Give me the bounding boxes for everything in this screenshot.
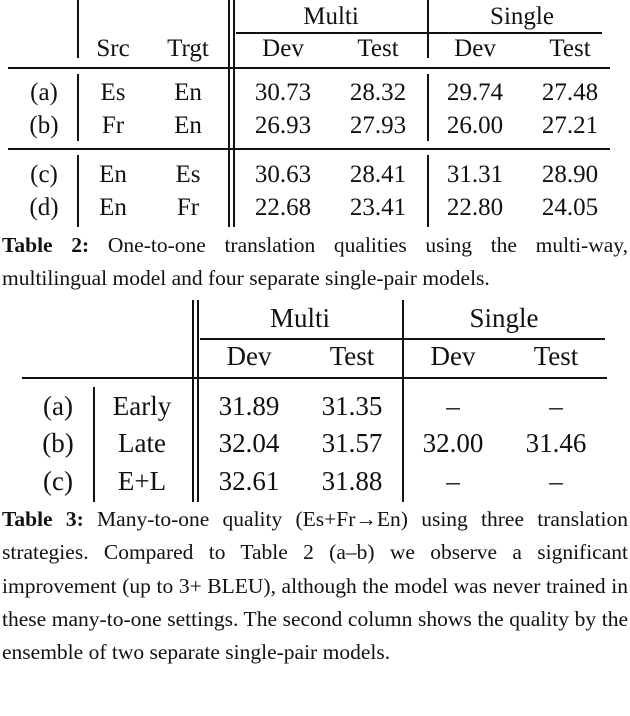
t2-group-header-multi: Multi	[303, 3, 359, 30]
t3-cell-single-test: –	[549, 391, 563, 421]
t2-col-header-single-dev: Dev	[454, 35, 496, 62]
t2-cell-src: Fr	[101, 112, 125, 139]
t2-cell-multi-dev: 30.73	[254, 79, 312, 106]
t2-cell-multi-test: 23.41	[349, 194, 407, 221]
t3-cell-single-test: –	[549, 466, 563, 496]
t2-cell-single-test: 27.48	[541, 79, 599, 106]
t2-row-id: (c)	[30, 161, 58, 188]
t3-cell-multi-dev: 32.04	[218, 428, 280, 458]
t3-cell-strategy: Early	[112, 391, 172, 421]
t2-row-id: (b)	[29, 112, 59, 139]
t2-cell-src: Es	[100, 79, 126, 106]
t3-vline-double	[192, 300, 194, 502]
t2-cell-multi-test: 27.93	[349, 112, 407, 139]
t3-group-header-single: Single	[469, 303, 539, 333]
t2-cell-trgt: Fr	[176, 194, 200, 221]
t2-vline-single	[427, 0, 429, 58]
t2-vline-id	[77, 0, 79, 58]
t3-vline-double	[197, 300, 199, 502]
t3-rule-header	[22, 377, 607, 379]
t3-cell-multi-dev: 31.89	[218, 391, 280, 421]
t2-col-header-single-test: Test	[549, 35, 591, 62]
t2-cell-single-test: 24.05	[541, 194, 599, 221]
t3-col-header-single-test: Test	[533, 341, 579, 371]
t2-row-id: (d)	[29, 194, 59, 221]
t3-col-header-multi-test: Test	[329, 341, 375, 371]
t2-cell-multi-test: 28.41	[349, 161, 407, 188]
t2-row-id: (a)	[30, 79, 58, 106]
t3-cell-multi-test: 31.35	[321, 391, 383, 421]
t3-row-id: (b)	[42, 428, 74, 458]
t2-vline-id	[77, 74, 79, 141]
t3-cell-single-dev: –	[446, 391, 460, 421]
t3-cell-multi-test: 31.57	[321, 428, 383, 458]
t2-col-header-trgt: Trgt	[167, 35, 209, 62]
t3-cell-multi-dev: 32.61	[218, 466, 280, 496]
t2-rule-middle	[8, 148, 610, 150]
t3-group-header-multi: Multi	[269, 303, 331, 333]
t3-vline-single	[402, 300, 404, 502]
t3-col-header-multi-dev: Dev	[226, 341, 272, 371]
t2-cell-multi-dev: 22.68	[254, 194, 312, 221]
t3-cell-single-dev: 32.00	[422, 428, 484, 458]
t2-cell-single-test: 28.90	[541, 161, 599, 188]
t2-vline-single	[427, 74, 429, 141]
t2-vline-double	[228, 0, 230, 227]
t3-row-id: (a)	[43, 391, 73, 421]
t3-caption-label: Table 3:	[2, 507, 84, 531]
t3-cell-single-test: 31.46	[525, 428, 587, 458]
t2-vline-single	[427, 155, 429, 227]
t3-caption-text: Many-to-one quality (Es+Fr→En) using three translation strategies. Compared to Table 2 (a–b) we observe a significant improvement (up to 3+ BLEU), although the model was never trained in these many-to-one settings. The second column shows the quality by the ensemble of two separate single-pair models.	[2, 507, 629, 665]
t2-group-header-single: Single	[490, 3, 554, 30]
t2-cell-single-dev: 31.31	[446, 161, 504, 188]
t3-cell-strategy: Late	[118, 428, 166, 458]
t2-caption	[2, 229, 628, 296]
t2-cell-trgt: En	[174, 79, 202, 106]
t2-cell-trgt: Es	[175, 161, 201, 188]
t2-caption-text: One-to-one translation qualities using the multi-way, multilingual model and four separate single-pair models.	[2, 233, 629, 291]
t3-cell-strategy: E+L	[117, 466, 167, 496]
t2-rule-header	[8, 67, 610, 69]
t2-caption-label: Table 2:	[2, 233, 90, 257]
t2-cell-src: En	[99, 194, 127, 221]
t2-cell-single-test: 27.21	[541, 112, 599, 139]
t2-cell-trgt: En	[174, 112, 202, 139]
t2-cell-multi-dev: 30.63	[254, 161, 312, 188]
t3-col-header-single-dev: Dev	[430, 341, 476, 371]
t2-cell-multi-dev: 26.93	[254, 112, 312, 139]
t2-col-header-src: Src	[96, 35, 130, 62]
t2-cell-single-dev: 26.00	[446, 112, 504, 139]
t2-col-header-multi-test: Test	[357, 35, 399, 62]
t2-cell-multi-test: 28.32	[349, 79, 407, 106]
t3-row-id: (c)	[43, 466, 73, 496]
t2-cell-single-dev: 29.74	[446, 79, 504, 106]
t3-cell-single-dev: –	[446, 466, 460, 496]
t3-caption	[2, 503, 628, 669]
t2-cell-src: En	[99, 161, 127, 188]
t3-cell-multi-test: 31.88	[321, 466, 383, 496]
t3-vline-id	[93, 387, 95, 502]
t2-vline-id	[77, 155, 79, 227]
t2-col-header-multi-dev: Dev	[262, 35, 304, 62]
t2-vline-double	[233, 0, 235, 227]
t2-cell-single-dev: 22.80	[446, 194, 504, 221]
